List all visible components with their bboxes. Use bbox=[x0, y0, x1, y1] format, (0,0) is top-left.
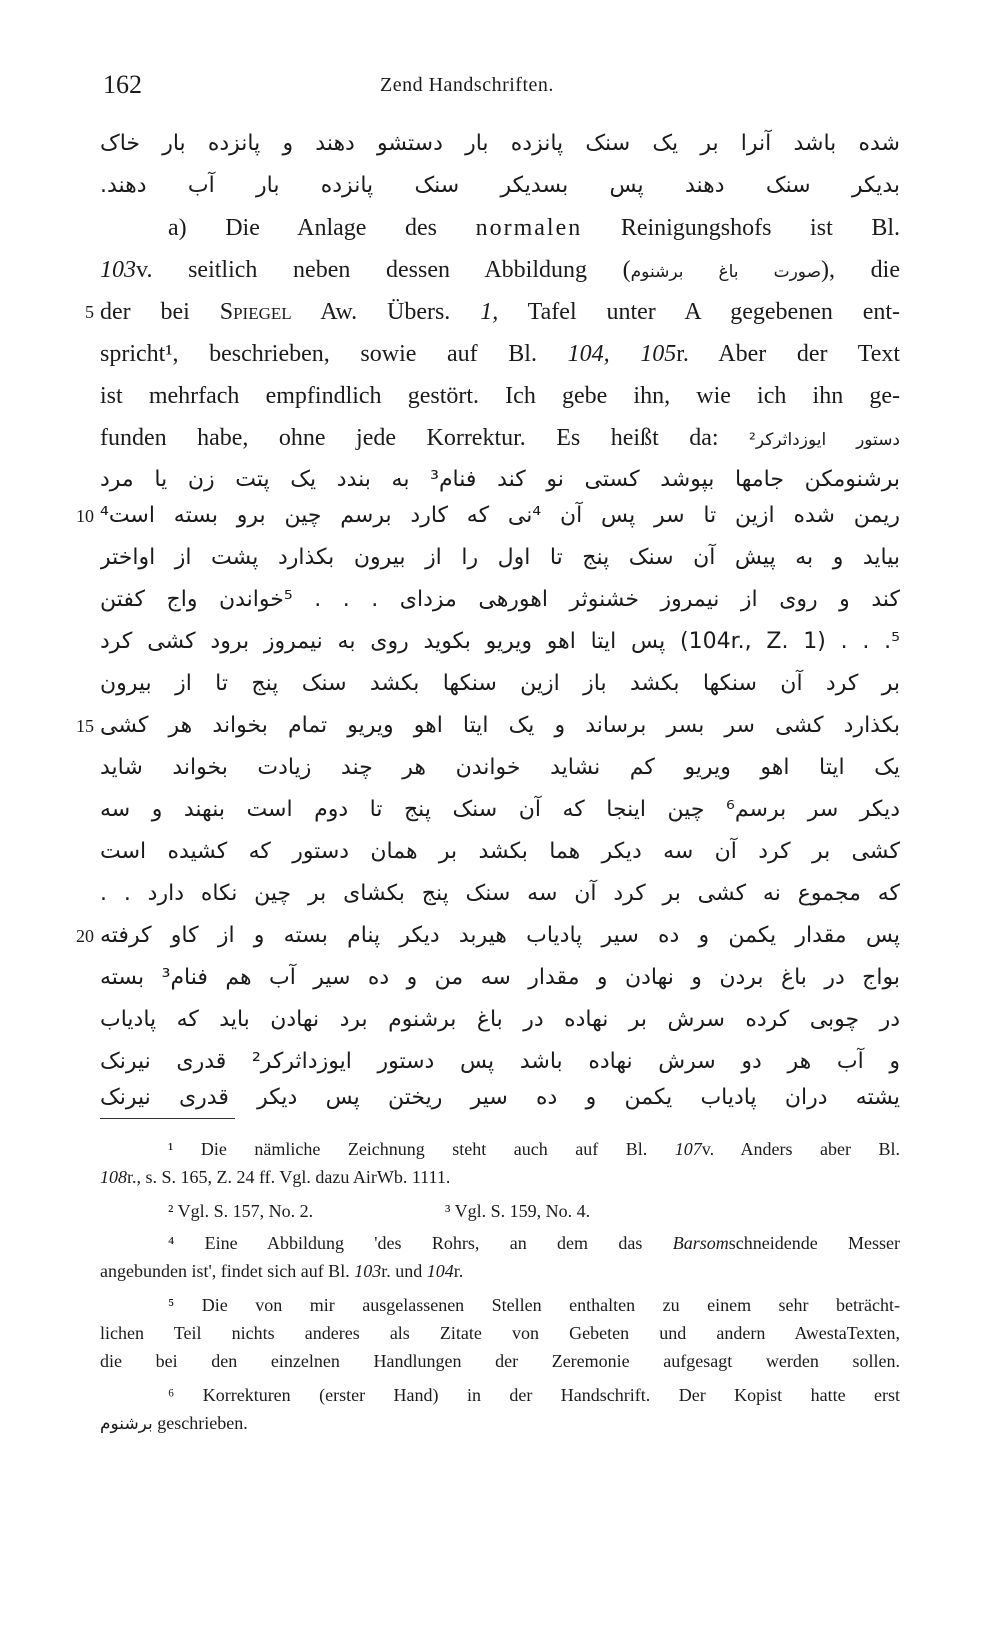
persian-line: دیکر سر برسم⁶ چین اینجا که آن سنک پنج تا دوم است بنهند و سه bbox=[100, 797, 900, 822]
line-number: 20 bbox=[76, 926, 94, 946]
footnote-5-cont: lichen Teil nichts anderes als Zitate von Gebeten und andern AwestaTexten, bbox=[100, 1323, 900, 1343]
persian-line: و آب هر دو سرش نهاده باشد پس دستور ایوزداثرکر² قدری نیرنک bbox=[100, 1049, 900, 1074]
footnote-6-cont: برشنوم geschrieben. bbox=[100, 1413, 248, 1434]
persian-line: که مجموع نه کشی بر کرد آن سه سنک پنج بکشای بر چین نکاه دارد . . bbox=[100, 881, 900, 906]
line-number: 10 bbox=[76, 506, 94, 526]
persian-line: ریمن شده ازین تا سر پس آن ⁴نی که کارد برسم چین برو بسته است⁴ bbox=[100, 503, 900, 528]
running-title: Zend Handschriften. bbox=[380, 74, 554, 96]
paragraph-a-line: 103v. seitlich neben dessen Abbildung (صورت باغ برشنوم), die bbox=[100, 257, 900, 283]
paragraph-a-line: der bei Spiegel Aw. Übers. 1, Tafel unter A gegebenen ent- bbox=[100, 299, 900, 325]
persian-line: بکذارد کشی سر بسر برساند و یک ایتا اهو ویریو تمام بخواند هر کشی bbox=[100, 713, 900, 738]
persian-line: بدیکر سنک دهند پس بسدیکر سنک پانزده بار آب دهند. bbox=[100, 173, 900, 198]
persian-line: کشی بر کرد آن سه دیکر هما بکشد بر همان دستور که کشیده است bbox=[100, 839, 900, 864]
paragraph-a-line: ist mehrfach empfindlich gestört. Ich gebe ihn, wie ich ihn ge- bbox=[100, 383, 900, 409]
page-number: 162 bbox=[103, 70, 142, 99]
footnote-2: ² Vgl. S. 157, No. 2. bbox=[168, 1201, 314, 1221]
line-number: 15 bbox=[76, 716, 94, 736]
persian-line: ⁵. . . (104r., Z. 1) پس ایتا اهو ویریو بکوید روی به نیمروز برود کشی کرد bbox=[100, 629, 900, 654]
footnote-6: ⁶ Korrekturen (erster Hand) in der Handschrift. Der Kopist hatte erst bbox=[168, 1385, 900, 1405]
persian-line: برشنومکن جامها بپوشد کستی نو کند فنام³ به بندد یک پتت زن یا مرد bbox=[100, 467, 900, 492]
persian-line: پس مقدار یکمن و ده سیر پادیاب هیربد دیکر پنام بسته و از کاو کرفته bbox=[100, 923, 900, 948]
footnote-1-cont: 108r., s. S. 165, Z. 24 ff. Vgl. dazu AirWb. 1111. bbox=[100, 1167, 451, 1187]
paragraph-a-line: a) Die Anlage des normalen Reinigungshofs ist Bl. bbox=[168, 215, 900, 241]
footnote-5: ⁵ Die von mir ausgelassenen Stellen enthalten zu einem sehr beträcht- bbox=[168, 1295, 900, 1315]
line-number: 5 bbox=[85, 302, 94, 322]
persian-line: بواج در باغ بردن و نهادن و مقدار سه من و ده سیر آب هم فنام³ بسته bbox=[100, 965, 900, 990]
persian-line: در چوبی کرده سرش بر نهاده در باغ برشنوم برد نهادن باید که پادیاب bbox=[100, 1007, 900, 1032]
persian-line: بر کرد آن سنکها بکشد باز ازین سنکها بکشد سنک پنج تا از بیرون bbox=[100, 671, 900, 696]
persian-line: بیاید و به پیش آن سنک پنج تا اول را از بیرون بکذارد پشت از اواختر bbox=[100, 545, 900, 570]
footnote-4-cont: angebunden ist', findet sich auf Bl. 103r. und 104r. bbox=[100, 1261, 464, 1281]
persian-line: یک ایتا اهو ویریو کم نشاید خواندن هر چند زیادت بخواند شاید bbox=[100, 755, 900, 780]
footnote-1: ¹ Die nämliche Zeichnung steht auch auf Bl. 107v. Anders aber Bl. bbox=[168, 1139, 900, 1159]
paragraph-a-line: funden habe, ohne jede Korrektur. Es heißt da: دستور ایوزداثرکر² bbox=[100, 425, 900, 451]
footnote-separator bbox=[100, 1118, 235, 1119]
paragraph-a-line: spricht¹, beschrieben, sowie auf Bl. 104, 105r. Aber der Text bbox=[100, 341, 900, 367]
persian-line: یشته دران پادیاب یکمن و ده سیر ریختن پس دیکر قدری نیرنک bbox=[100, 1085, 900, 1110]
footnote-5-cont: die bei den einzelnen Handlungen der Zeremonie aufgesagt werden sollen. bbox=[100, 1351, 900, 1371]
footnote-4: ⁴ Eine Abbildung 'des Rohrs, an dem das Barsomschneidende Messer bbox=[168, 1233, 900, 1253]
footnote-3: ³ Vgl. S. 159, No. 4. bbox=[445, 1201, 591, 1221]
persian-line: کند و روی از نیمروز خشنوثر اهورهی مزدای . . . ⁵خواندن واج کفتن bbox=[100, 587, 900, 612]
persian-line: شده باشد آنرا بر یک سنک پانزده بار دستشو دهند و پانزده بار خاک bbox=[100, 131, 900, 156]
